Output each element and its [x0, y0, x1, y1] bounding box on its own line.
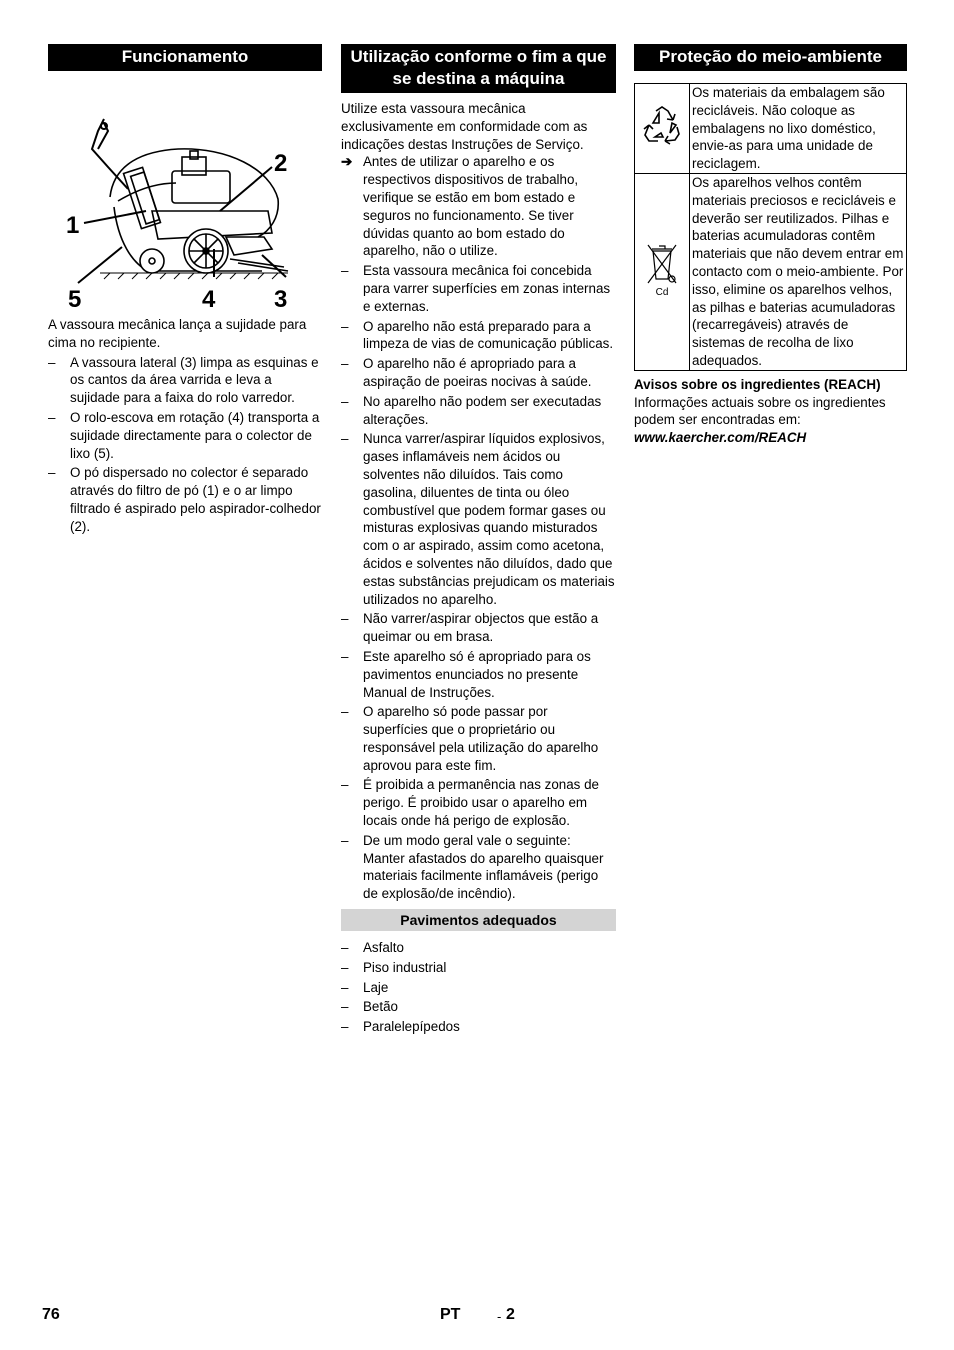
list-item: – Nunca varrer/aspirar líquidos explosivos, gases inflamáveis nem ácidos ou solventes não diluídos. Tais como gasolina, diluentes de tinta ou óleo combustível que podem formar gases ou misturas explosivas quando misturados com o ar aspirado, assim como acetona, ácidos e solventes não diluídos, dado que estas substâncias prejudicam os materiais utilizados no aparelho. [341, 430, 616, 608]
arrow-item-text: Antes de utilizar o aparelho e os respectivos dispositivos de trabalho, verifique se estão em bom estado e seguros no funcionamento. Se tiver dúvidas quanto ao bom estado do aparelho, não o utilize. [363, 154, 579, 259]
callout-3: 3 [274, 286, 288, 313]
recycling-icon [635, 84, 690, 174]
intro-text: A vassoura mecânica lança a sujidade para cima no recipiente. [48, 317, 307, 350]
section-header: Utilização conforme o fim a que se destina a máquina [341, 44, 616, 93]
list-item: – No aparelho não podem ser executadas alterações. [341, 393, 616, 429]
list-item: – A vassoura lateral (3) limpa as esquinas e os cantos da área varrida e leva a sujidade para a faixa do rolo varredor. [48, 354, 322, 407]
intro-text: Utilize esta vassoura mecânica exclusivamente em conformidade com as indicações destas Instruções de Serviço. [341, 101, 588, 152]
section-funcionamento [48, 44, 322, 536]
section-header: Proteção do meio-ambiente [634, 44, 907, 71]
footer-separator: - [497, 1309, 502, 1324]
reach-link[interactable]: www.kaercher.com/REACH [634, 430, 807, 446]
table-row [635, 173, 907, 370]
list-item: – Laje [341, 979, 616, 997]
callout-5: 5 [68, 286, 82, 313]
reach-title: Avisos sobre os ingredientes (REACH) [634, 376, 881, 392]
crossed-bin-icon [635, 173, 690, 370]
table-row [635, 84, 907, 174]
svg-text:Cd: Cd [655, 287, 669, 299]
list-item: – O aparelho não é apropriado para a aspiração de poeiras nocivas à saúde. [341, 355, 616, 391]
handle-outline [92, 119, 128, 189]
packaging-text: Os materiais da embalagem são recicláveis. Não coloque as embalagens no lixo doméstico, envie-as para uma unidade de reciclagem. [690, 84, 907, 174]
old-devices-text: Os aparelhos velhos contêm materiais preciosos e recicláveis e deverão ser reutilizados. Pilhas e baterias acumuladoras contêm materiais que não devem entrar em contacto com o meio-ambiente. Por isso, elimine os aparelhos velhos, as pilhas e baterias acumuladoras (recarregáveis) através de sistemas de recolha de lixo adequados. [690, 173, 907, 370]
floors-list [341, 939, 616, 1036]
arrow-list-item [341, 153, 616, 260]
language-code: PT [440, 1306, 461, 1323]
environment-table [634, 83, 907, 371]
list-item: – Asfalto [341, 939, 616, 957]
function-list [48, 354, 322, 536]
section-intended-use [341, 44, 616, 1036]
callout-2: 2 [274, 150, 288, 177]
list-item: – Betão [341, 998, 616, 1016]
list-item: – Não varrer/aspirar objectos que estão a queimar ou em brasa. [341, 610, 616, 646]
sweeper-diagram [48, 71, 322, 316]
ground-hatch [100, 273, 288, 279]
list-item: – O aparelho não está preparado para a limpeza de vias de comunicação públicas. [341, 318, 616, 354]
arrow-icon: ➔ [341, 154, 353, 170]
section-number: 2 [506, 1306, 515, 1323]
section-header: Funcionamento [48, 44, 322, 71]
list-item: – O aparelho só pode passar por superfícies que o proprietário ou responsável pela utilização do aparelho aprovou para este fim. [341, 703, 616, 774]
page-number: 76 [42, 1306, 60, 1323]
subheader-floors: Pavimentos adequados [341, 909, 616, 931]
list-item: – Piso industrial [341, 959, 616, 977]
reach-text: Informações actuais sobre os ingredientes podem ser encontradas em: [634, 394, 886, 428]
callout-1: 1 [66, 212, 80, 239]
list-item: – O rolo-escova em rotação (4) transporta a sujidade directamente para o colector de lixo (5). [48, 409, 322, 462]
list-item: – De um modo geral vale o seguinte: Manter afastados do aparelho quaisquer materiais facilmente inflamáveis (perigo de explosão/de incêndio). [341, 832, 616, 903]
use-list [341, 262, 616, 903]
list-item: – Paralelepípedos [341, 1018, 616, 1036]
list-item: – O pó dispersado no colector é separado através do filtro de pó (1) e o ar limpo filtrado é aspirado pelo aspirador-colhedor (2). [48, 464, 322, 535]
callout-4: 4 [202, 286, 216, 313]
list-item: – Este aparelho só é apropriado para os pavimentos enunciados no presente Manual de Instruções. [341, 648, 616, 701]
brush-roller [184, 229, 228, 273]
list-item: – É proibida a permanência nas zonas de perigo. É proibido usar o aparelho em locais onde há perigo de explosão. [341, 776, 616, 829]
list-item: – Esta vassoura mecânica foi concebida para varrer superfícies em zonas internas e externas. [341, 262, 616, 315]
section-environment [634, 44, 907, 447]
rear-wheel [140, 249, 164, 273]
